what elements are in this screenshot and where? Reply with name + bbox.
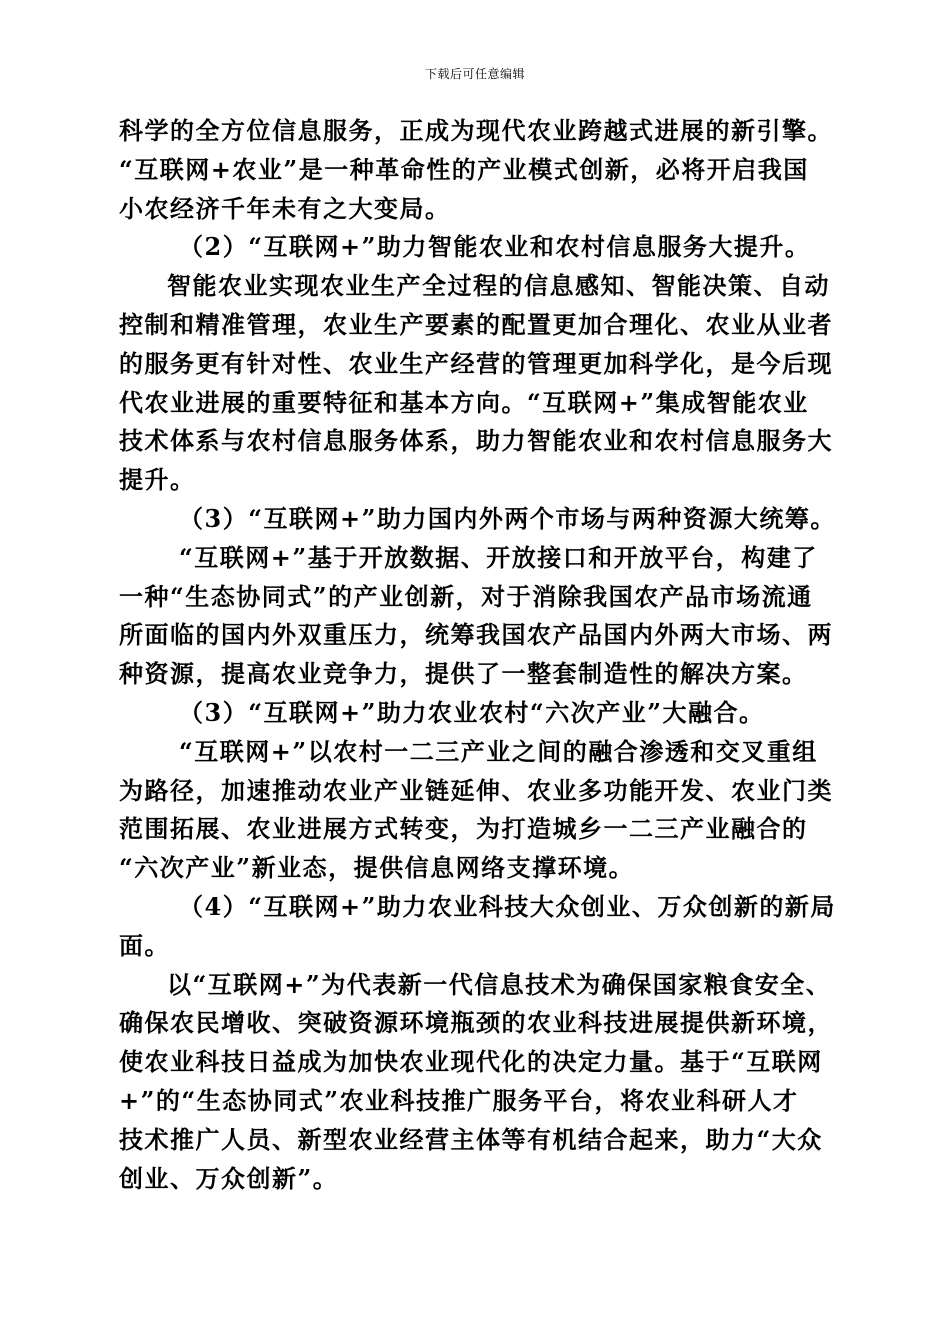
section-heading: （3）“互联网+”助力农业农村“六次产业”大融合。 xyxy=(179,697,765,727)
body-text xyxy=(119,112,855,1198)
text-line: “互联网+”以农村一二三产业之间的融合渗透和交叉重组 xyxy=(179,736,818,766)
text-line: 代农业进展的重要特征和基本方向。“互联网+”集成智能农业 xyxy=(119,387,809,417)
text-line: 为路径，加速推动农业产业链延伸、农业多功能开发、农业门类 xyxy=(119,775,833,805)
text-line: “互联网+农业”是一种革命性的产业模式创新，必将开启我国 xyxy=(119,154,809,184)
text-line: “互联网+”基于开放数据、开放接口和开放平台，构建了 xyxy=(179,542,818,572)
text-line: 以“互联网+”为代表新一代信息技术为确保国家粮食安全、 xyxy=(167,969,832,999)
section-heading: （4）“互联网+”助力农业科技大众创业、万众创新的新局 xyxy=(179,891,836,921)
text-line: 的服务更有针对性、农业生产经营的管理更加科学化，是今后现 xyxy=(119,348,833,378)
text-line: 面。 xyxy=(119,930,170,960)
text-line: 提升。 xyxy=(119,465,196,495)
text-line: +”的“生态协同式”农业科技推广服务平台，将农业科研人才 xyxy=(119,1085,799,1115)
text-line: 使农业科技日益成为加快农业现代化的决定力量。基于“互联网 xyxy=(119,1047,823,1077)
text-line: 种资源，提高农业竞争力，提供了一整套制造性的解决方案。 xyxy=(119,659,808,689)
text-line: 创业、万众创新”。 xyxy=(119,1163,339,1193)
text-line: “六次产业”新业态，提供信息网络支撑环境。 xyxy=(119,853,635,883)
section-heading: （3）“互联网+”助力国内外两个市场与两种资源大统筹。 xyxy=(179,503,836,533)
text-line: 科学的全方位信息服务，正成为现代农业跨越式进展的新引擎。 xyxy=(119,116,833,145)
text-line: 控制和精准管理，农业生产要素的配置更加合理化、农业从业者 xyxy=(119,309,833,339)
text-line: 所面临的国内外双重压力，统筹我国农产品国内外两大市场、两 xyxy=(119,620,833,650)
text-line: 小农经济千年未有之大变局。 xyxy=(119,193,451,223)
section-heading: （2）“互联网+”助力智能农业和农村信息服务大提升。 xyxy=(179,232,811,262)
text-line: 技术体系与农村信息服务体系，助力智能农业和农村信息服务大 xyxy=(119,426,833,456)
text-line: 确保农民增收、突破资源环境瓶颈的农业科技进展提供新环境， xyxy=(119,1008,833,1038)
text-line: 范围拓展、农业进展方式转变，为打造城乡一二三产业融合的 xyxy=(119,814,808,844)
text-line: 技术推广人员、新型农业经营主体等有机结合起来，助力“大众 xyxy=(119,1124,823,1154)
page-header: 下载后可任意编辑 xyxy=(424,67,525,81)
text-line: 一种“生态协同式”的产业创新，对于消除我国农产品市场流通 xyxy=(119,581,813,611)
text-line: 智能农业实现农业生产全过程的信息感知、智能决策、自动 xyxy=(167,271,830,301)
